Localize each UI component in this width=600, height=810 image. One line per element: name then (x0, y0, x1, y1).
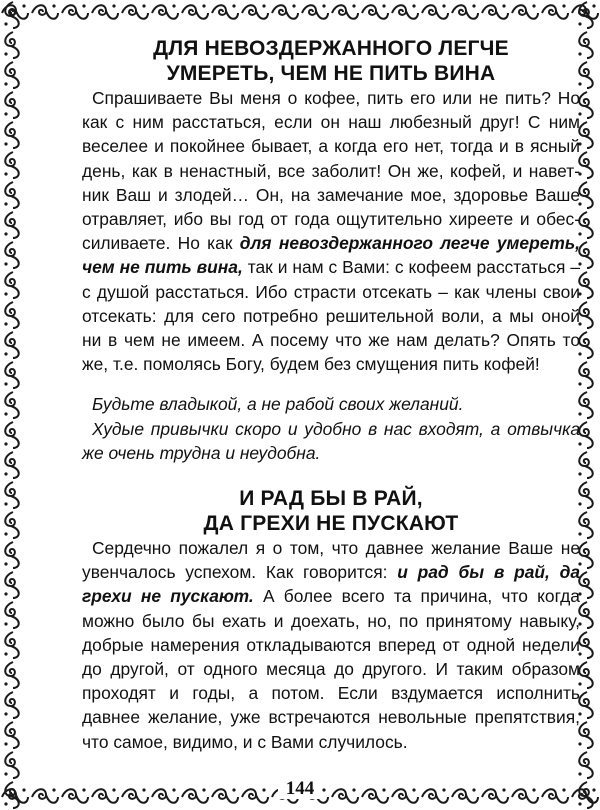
proverbs (82, 392, 580, 465)
section-1 (82, 36, 580, 376)
section-2-title-line-2: ДА ГРЕХИ НЕ ПУСКАЮТ (203, 512, 459, 536)
proverb-2: Худые привычки скоро и удобно в нас входят, а отвычка же очень трудна и неудобна. (82, 418, 580, 463)
section-1-emphasis: для невоздержанного легче умереть, чем не пить вина, (82, 233, 580, 278)
page-number (0, 778, 600, 800)
section-2-body-part-2: А более всего та причина, что когда можно было бы ехать и доехать, но, по принятому навыку, добрые намерения откладываются вперед от одной недели до другой, от одного месяца до другого. И таким образом проходят и годы, а потом. Если вздумается исполнить давнее желание, уже встречаются невольные препятствия, что самое, видимо, и с Вами случилось. (82, 586, 580, 752)
section-1-title-line-2: УМЕРЕТЬ, ЧЕМ НЕ ПИТЬ ВИНА (166, 62, 496, 85)
section-2-body-part-1: Сердечно пожалел я о том, что давнее желание Ваше не увенчалось успехом. Как говорится: (82, 538, 580, 583)
ornamental-border-top (0, 0, 600, 26)
ornamental-border-left (0, 0, 26, 810)
section-2-body (82, 536, 580, 754)
section-2 (82, 486, 580, 754)
section-1-body-part-1: Спрашиваете Вы меня о кофее, пить его или не пить? Но как с ним расстаться, если он наш любезный друг! С ним веселее и покойнее бывает, а когда его нет, тогда и в ясный день, как в ненастный, все заболит! Он же, кофей, и наветник Ваш и злодей… Он, на замечание мое, здоровье Ваше отравляет, ибо вы год от года ощутительно хиреете и обессиливаете. Но как (82, 88, 580, 254)
section-1-body-part-2: так и нам с Вами: с кофеем расстаться – с душой расстаться. Ибо страсти отсекать – как члены свои отсекать: для сего потребно решительной воли, а мы оной ни в чем не имеем. А посему что же нам делать? Опять то же, т.е. помолясь Богу, будем без смущения пить кофей! (82, 257, 580, 375)
section-1-body (82, 86, 580, 376)
section-2-title-line-1: И РАД БЫ В РАЙ, (239, 487, 423, 511)
proverb-1: Будьте владыкой, а не рабой своих желаний. (92, 394, 464, 415)
section-1-title (82, 36, 580, 86)
section-2-emphasis: и рад бы в рай, да грехи не пускают. (82, 562, 580, 607)
page-content (82, 36, 580, 754)
section-1-title-line-1: ДЛЯ НЕВОЗДЕРЖАННОГО ЛЕГЧЕ (153, 37, 509, 60)
page-number-text: 144 (278, 778, 323, 799)
section-2-title (82, 486, 580, 536)
